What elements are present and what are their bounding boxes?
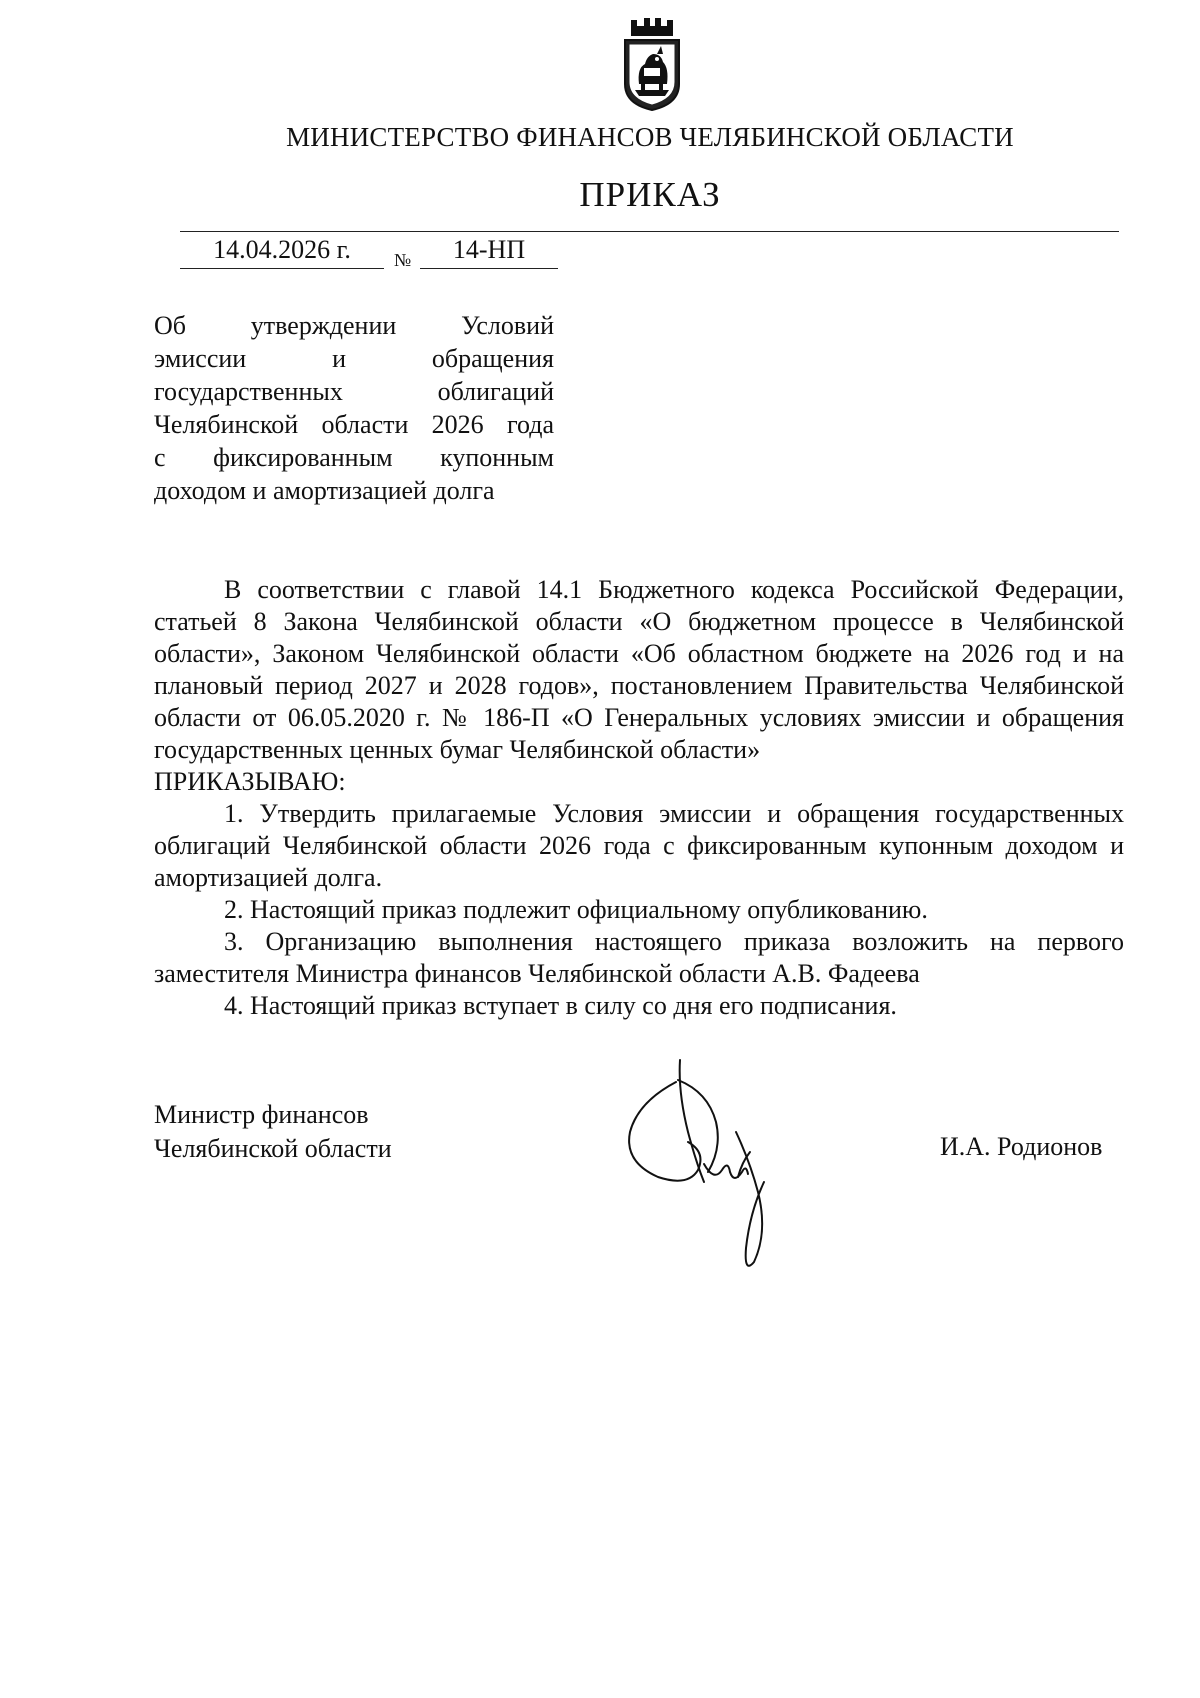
subject-line: Челябинской области 2026 года <box>154 410 554 439</box>
handwritten-signature <box>618 1052 798 1282</box>
order-number: 14-НП <box>420 235 558 269</box>
signer-position-line: Челябинской области <box>154 1134 392 1163</box>
signer-name: И.А. Родионов <box>940 1132 1103 1161</box>
subject-line: Об утверждении Условий <box>154 311 554 340</box>
signer-position-line: Министр финансов <box>154 1100 369 1129</box>
order-item: 3. Организацию выполнения настоящего приказа возложить на первого заместителя Министра финансов Челябинской области А.В. Фадеева <box>154 927 1124 988</box>
order-subject <box>154 309 554 507</box>
order-item: 1. Утвердить прилагаемые Условия эмиссии и обращения государственных облигаций Челябинской области 2026 года с фиксированным купонным доходом и амортизацией долга. <box>154 799 1124 892</box>
order-body <box>154 574 1124 1022</box>
subject-line: эмиссии и обращения <box>154 344 554 373</box>
preamble: В соответствии с главой 14.1 Бюджетного кодекса Российской Федерации, статьей 8 Закона Челябинской области «О бюджетном процессе в Челябинской области», Законом Челябинской области «Об областном бюджете на 2026 год и на плановый период 2027 и 2028 годов», постановлением Правительства Челябинской области от 06.05.2020 г. № 186-П «О Генеральных условиях эмиссии и обращения государственных ценных бумаг Челябинской области» <box>154 575 1124 764</box>
signer-position <box>154 1098 392 1166</box>
coat-of-arms-icon <box>617 18 687 114</box>
ministry-name: МИНИСТЕРСТВО ФИНАНСОВ ЧЕЛЯБИНСКОЙ ОБЛАСТИ <box>286 122 1014 152</box>
subject-line: доходом и амортизацией долга <box>154 476 495 505</box>
number-sign: № <box>394 250 412 270</box>
command-word: ПРИКАЗЫВАЮ: <box>154 767 346 796</box>
header-rule <box>180 231 1119 232</box>
subject-line: с фиксированным купонным <box>154 443 554 472</box>
order-item: 4. Настоящий приказ вступает в силу со дня его подписания. <box>224 991 897 1020</box>
order-item: 2. Настоящий приказ подлежит официальному опубликованию. <box>224 895 928 924</box>
order-date: 14.04.2026 г. <box>180 235 384 269</box>
subject-line: государственных облигаций <box>154 377 554 406</box>
document-type: ПРИКАЗ <box>579 175 721 214</box>
